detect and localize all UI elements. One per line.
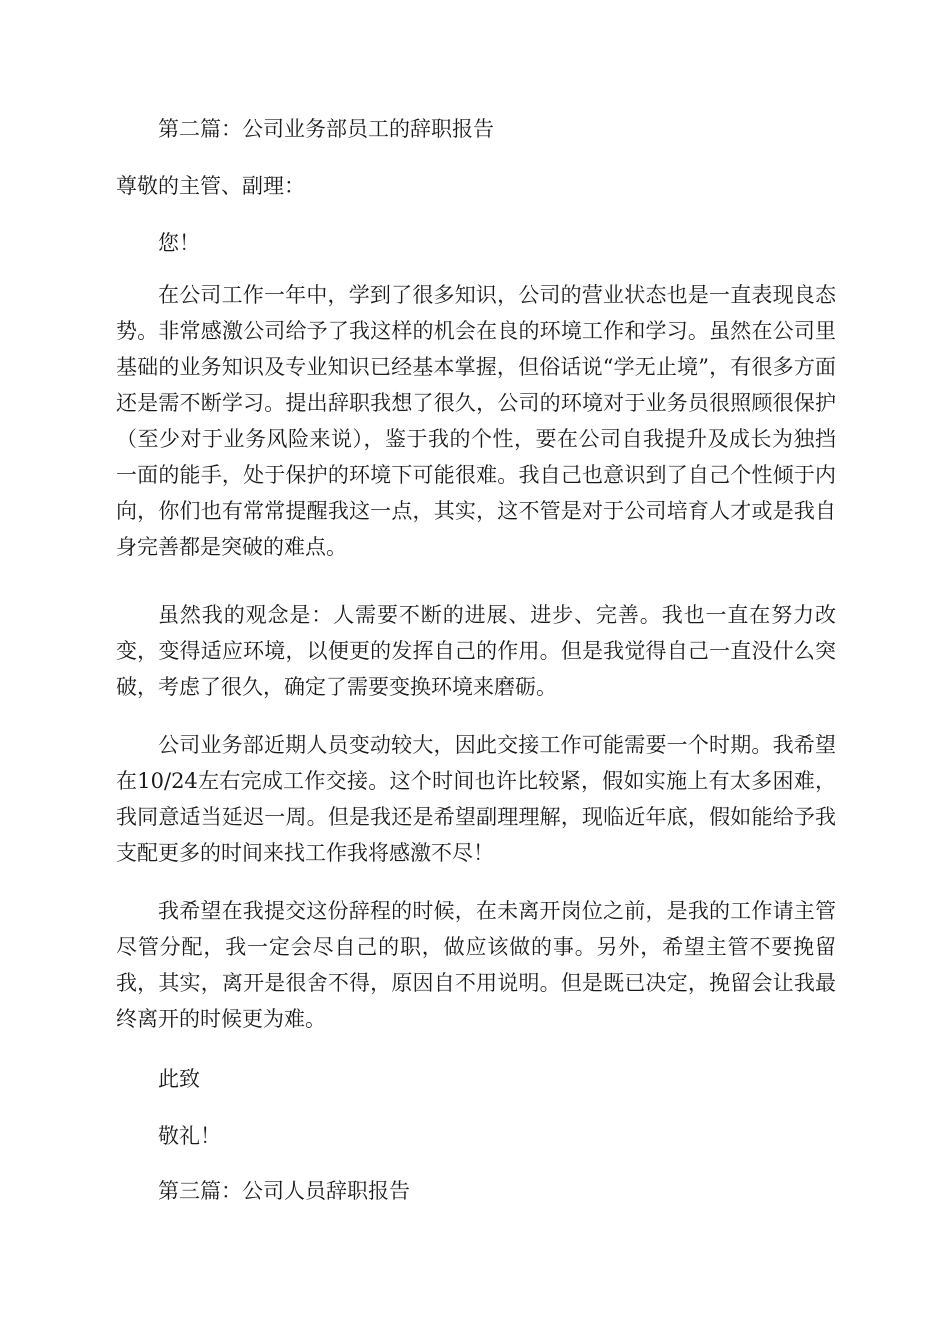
- closing-line-2: 敬礼！: [158, 1124, 221, 1148]
- body-paragraph-3: 公司业务部近期人员变动较大，因此交接工作可能需要一个时期。我希望在10/24左右完成工作交接。这个时间也许比较紧，假如实施上有太多困难，我同意适当延迟一周。但是我还是希望副理理解，现临近年底，假如能给予我支配更多的时间来找工作我将感激不尽！: [116, 733, 836, 865]
- closing-line-1: 此致: [158, 1067, 200, 1091]
- section-heading-3: 第三篇：公司人员辞职报告: [158, 1179, 410, 1203]
- body-paragraph-4: 我希望在我提交这份辞程的时候，在未离开岗位之前，是我的工作请主管尽管分配，我一定会尽自己的职，做应该做的事。另外，希望主管不要挽留我，其实，离开是很舍不得，原因自不用说明。但是既已决定，挽留会让我最终离开的时候更为难。: [116, 899, 836, 1031]
- body-paragraph-1: 在公司工作一年中，学到了很多知识，公司的营业状态也是一直表现良态势。非常感激公司给予了我这样的机会在良的环境工作和学习。虽然在公司里基础的业务知识及专业知识已经基本掌握，但俗话说“学无止境”，有很多方面还是需不断学习。提出辞职我想了很久，公司的环境对于业务员很照顾很保护（至少对于业务风险来说），鉴于我的个性，要在公司自我提升及成长为独挡一面的能手，处于保护的环境下可能很难。我自己也意识到了自己个性倾于内向，你们也有常常提醒我这一点，其实，这不管是对于公司培育人才或是我自身完善都是突破的难点。: [116, 283, 836, 559]
- body-paragraph-2: 虽然我的观念是：人需要不断的进展、进步、完善。我也一直在努力改变，变得适应环境，以便更的发挥自己的作用。但是我觉得自己一直没什么突破，考虑了很久，确定了需要变换环境来磨砺。: [116, 603, 836, 699]
- salutation: 尊敬的主管、副理：: [116, 174, 305, 198]
- greeting: 您！: [158, 231, 200, 255]
- section-heading-2: 第二篇：公司业务部员工的辞职报告: [158, 117, 494, 141]
